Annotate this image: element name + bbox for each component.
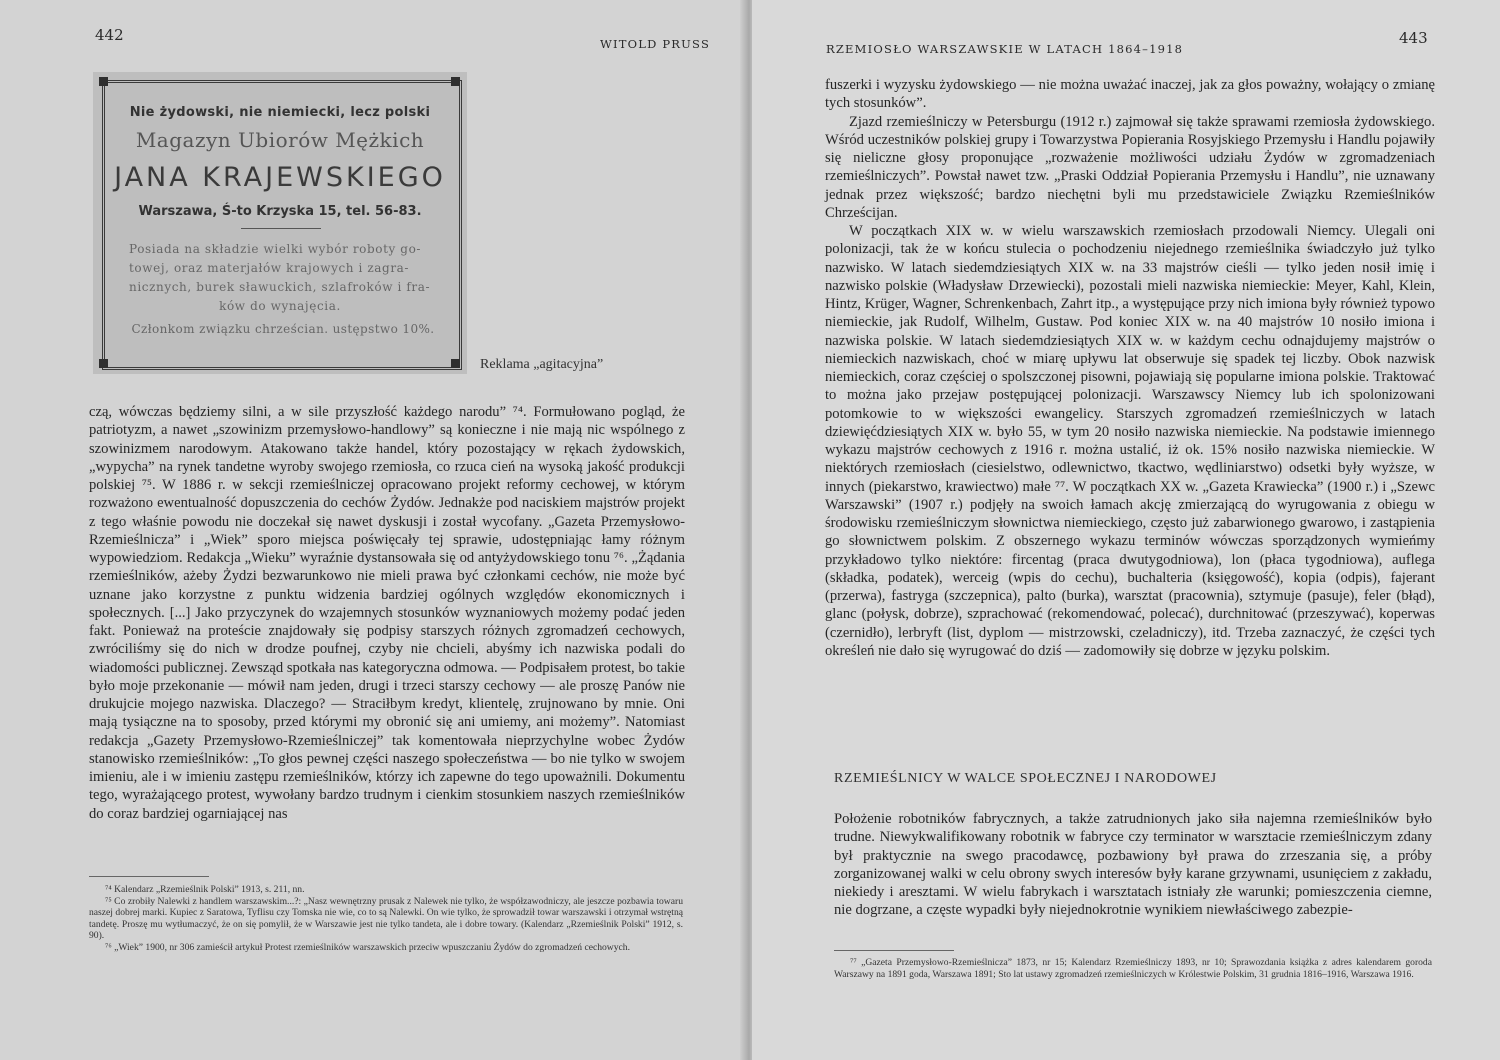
paragraph: czą, wówczas będziemy silni, a w sile przyszłość każdego narodu” ⁷⁴. Formułowano pogląd, że patriotyzm, a nawet „szowinizm przemysłowo-handlowy” są konieczne i nie mają nic wspólnego z szowinizmem narodowym. Atakowano także handel, który pozostający w rękach żydowskich, „wypycha” na rynek tandetne wyroby swojego rzemiosła, co rzuca cień na wysoką jakość produkcji polskiej ⁷⁵. W 1886 r. w sekcji rzemieślniczej opracowano projekt reformy cechowej, w którym rozważono ewentualność dopuszczenia do cechów Żydów. Jednakże pod naciskiem majstrów projekt z tego właśnie powodu nie doczekał się nawet dyskusji i został wycofany. „Gazeta Przemysłowo-Rzemieślnicza” i „Wiek” sporo miejsca poświęcały tej sprawie, udostępniając łamy różnym wypowiedziom. Redakcja „Wieku” wyraźnie dystansowała się od antyżydowskiego tonu ⁷⁶. „Żądania rzemieślników, ażeby Żydzi bezwarunkowo nie mieli prawa być członkami cechów, nie może być uznane jako korzystne z punktu widzenia bardziej ogólnych względów ekonomicznych i społecznych. [...] Jako przyczynek do wzajemnych stosunków wyznaniowych możemy podać jeden fakt. Ponieważ na proteście znajdowały się podpisy starszych różnych zgromadzeń cechowych, zwróciliśmy się do nich w drodze poufnej, czyby nie chcieli, abyśmy ich nazwiska podali do wiadomości publicznej. Zewsząd spotkała nas kategoryczna odmowa. — Podpisałem protest, bo takie było moje przekonanie — mówił nam jeden, drugi i trzeci starszy cechowy — ale proszę Panów nie drukujcie mojego nazwiska. Dlaczego? — Straciłbym kredyt, klientelę, zrujnowano by mnie. Oni mają tysiączne na to sposoby, przed którymi my obronić się ani umiemy, ani możemy”. Natomiast redakcja „Gazety Przemysłowo-Rzemieślniczej” tak komentowała nieprzychylne wobec Żydów stanowisko rzemieślników: „To głos pewnej części naszego społeczeństwa — bo nie tylko w swojem imieniu, ale i w imieniu zastępu rzemieślników, którzy ich zapewne do tego upoważnili. Dokumentu tego, wyrażającego protest, wywołany bardzo trudnym i cienkim stosunkiem naszych rzemieślników do coraz bardziej ogarniającej nas (89, 404, 685, 822)
running-head-left: WITOLD PRUSS (600, 37, 711, 51)
left-footnotes (89, 884, 683, 954)
page-number-right: 443 (1399, 29, 1428, 47)
page-number-left: 442 (95, 26, 124, 44)
section-body-text (834, 810, 1432, 920)
paragraph: W początkach XIX w. w wielu warszawskich rzemiosłach przodowali Niemcy. Ulegali oni polonizacji, tak że w końcu stulecia o pochodzeniu niejednego rzemieślnika świadczyło już tylko nazwisko. W latach siedemdziesiątych XIX w. na 33 majstrów cieśli — tylko jeden nosił imię i nazwisko polskie (Władysław Drzewiecki), pozostali mieli nazwiska niemieckie: Meyer, Kahl, Klein, Hintz, Krüger, Wagner, Schrenkenbach, Zahrt itp., a występujące przy nich imiona były również typowo niemieckie, jak Rudolf, Wilhelm, Gustaw. Pod koniec XIX w. na 40 majstrów 10 nosiło imiona i nazwiska polskie. W latach siedemdziesiątych XIX w. w każdym cechu odnajdujemy majstrów o niemieckich nazwiskach, choć w miarę upływu lat obserwuje się spadek tej liczby. Obok nazwisk niemieckich, coraz częściej o spolszczonej pisowni, pojawiają się popularne imiona polskie. Traktować to można jako przejaw postępującej polonizacji. Warszawscy Niemcy lub ich spolonizowani potomkowie to w większości ewangelicy. Starszych zgromadzeń rzemieślniczych w latach dziewięćdziesiątych XIX w. było 55, w tym 20 nosiło nazwiska niemieckie. Na podstawie imiennego wykazu majstrów cechowych z 1916 r. można ustalić, iż ok. 15% nosiło nazwiska niemieckie. W niektórych rzemiosłach (ciesielstwo, odlewnictwo, tkactwo, wędliniarstwo) odsetki były wyższe, w innych (piekarstwo, krawiectwo) małe ⁷⁷. W początkach XX w. „Gazeta Krawiecka” (1900 r.) i „Szewc Warszawski” (1907 r.) podjęły na swoich łamach akcję zmierzającą do wyrugowania z obiegu w środowisku rzemieślniczym słownictwa niemieckiego, często już zabarwionego gwarowo, i zastąpienia go słownictwem polskim. Z obszernego wykazu terminów wówczas sporządzonych wymieńmy przykładowo tylko niektóre: fircentag (praca dwutygodniowa), lon (płaca tygodniowa), auflega (składka, podatek), werceig (wpis do cechu), buchalteria (księgowość), kopia (odpis), fajerant (przerwa), fastryga (szczepnica), palto (burka), warsztat (pracownia), sztymuje (pasuje), feler (błąd), glanc (połysk, dobrze), szprachować (rekomendować, polecać), durchnitować (przeszywać), koperwas (czernidło), lerbryft (list, dyplom — mistrzowski, czeladniczy), itd. Trzeba zaznaczyć, że części tych określeń nie dało się wyrugować do dziś — zadomowiły się dobrze w języku polskim. (825, 223, 1435, 659)
ad-headline: Nie żydowski, nie niemiecki, lecz polski (129, 105, 431, 120)
right-footnotes (834, 957, 1432, 980)
right-body-text (825, 76, 1435, 660)
footnote: ⁷⁴ Kalendarz „Rzemieślnik Polski” 1913, s. 211, nn. (105, 884, 305, 895)
footnote-rule (834, 950, 954, 951)
paragraph: Położenie robotników fabrycznych, a także zatrudnionych jako siła najemna rzemieślników było trudne. Niewykwalifikowany robotnik w fabryce czy terminator w warsztacie rzemieślniczym zdany był praktycznie na swego pracodawcę, pozbawiony był prawa do zrzeszania się, a próby zorganizowanej walki w celu obrony swych interesów były karane grzywnami, usunięciem z zakładu, niekiedy i aresztami. W wielu fabrykach i warsztatach istniały złe warunki; pomieszczenia ciemne, nie dogrzane, a częste wypadki były niejednokrotnie wynikiem niewłaściwego zabezpie- (834, 811, 1432, 919)
ad-shop-type: Magazyn Ubiorów Mężkich (135, 128, 425, 152)
footnote: ⁷⁵ Co zrobiły Nalewki z handlem warszawskim...?: „Nasz wewnętrzny prusak z Nalewek nie tylko, że współzawodniczy, ale jeszcze pozbawia towaru naszej dobrej marki. Kupiec z Saratowa, Tyflisu czy Tomska nie wie, co to są Nalewki. On wie tylko, że sprowadził towar warszawski i otrzymał wstrętną tandetę. Proszę mu wytłumaczyć, że on się pomylił, że w Warszawie jest nie tylko tandeta, ale i dobre towary. (Kalendarz „Rzemieślnik Polski” 1912, s. 90). (89, 895, 683, 942)
ad-corner (451, 359, 460, 368)
left-page (0, 0, 748, 1060)
ad-caption: Reklama „agitacyjna” (480, 357, 604, 372)
ad-divider (241, 228, 321, 229)
ad-footer: Członkom związku chrześcian. ustępstwo 10%. (131, 322, 435, 336)
ad-body-line: Posiada na składzie wielki wybór roboty go- (129, 242, 422, 256)
paragraph: fuszerki i wyzysku żydowskiego — nie można uważać inaczej, jak za głos poważny, wołający o zmianę tych stosunków”. (825, 77, 1435, 112)
footnote-rule (89, 876, 209, 877)
ad-body-line: ków do wynajęcia. (219, 299, 341, 313)
running-head-right: RZEMIOSŁO WARSZAWSKIE W LATACH 1864–1918 (826, 42, 1184, 56)
ad-corner (99, 359, 108, 368)
advertisement (93, 72, 467, 374)
ad-corner (99, 77, 108, 86)
ad-address: Warszawa, Ś-to Krzyska 15, tel. 56-83. (138, 204, 422, 219)
ad-body-line: towej, oraz materjałów krajowych i zagra- (129, 261, 410, 275)
footnote: ⁷⁶ „Wiek” 1900, nr 306 zamieścił artykuł Protest rzemieślników warszawskich przeciw wpuszczaniu Żydów do zgromadzeń cechowych. (105, 941, 630, 953)
footnote: ⁷⁷ „Gazeta Przemysłowo-Rzemieślnicza” 1873, nr 15; Kalendarz Rzemieślniczy 1893, nr 10; Sprawozdania książka z adres kalendarem goroda Warszawy na 1891 goda, Warszawa 1891; Sto lat ustawy zgromadzeń rzemieślniczych w Królestwie Polskim, 31 grudnia 1816–1916, Warszawa 1916. (834, 957, 1432, 980)
ad-shop-owner: JANA KRAJEWSKIEGO (114, 162, 446, 193)
ad-body-line: nicznych, burek sławuckich, szlafroków i fra- (129, 280, 431, 294)
ad-body (129, 240, 431, 316)
left-body-text (89, 403, 685, 823)
section-heading: RZEMIEŚLNICY W WALCE SPOŁECZNEJ I NARODOWEJ (834, 771, 1217, 786)
paragraph: Zjazd rzemieślniczy w Petersburgu (1912 r.) zajmował się także sprawami rzemiosła żydowskiego. Wśród uczestników polskiej grupy i Towarzystwa Popierania Rosyjskiego Przemysłu i Handlu pojawiły się nieliczne głosy proponujące „rozważenie możliwości udziału Żydów w zgromadzeniach rzemieślniczych”. Powstał nawet tzw. „Praski Oddział Popierania Przemysłu i Handlu”, nie uznawany jednak przez większość; bardzo niechętni byli mu przedstawiciele Związku Rzemieślników Chrześcijan. (825, 113, 1435, 221)
ad-corner (451, 77, 460, 86)
